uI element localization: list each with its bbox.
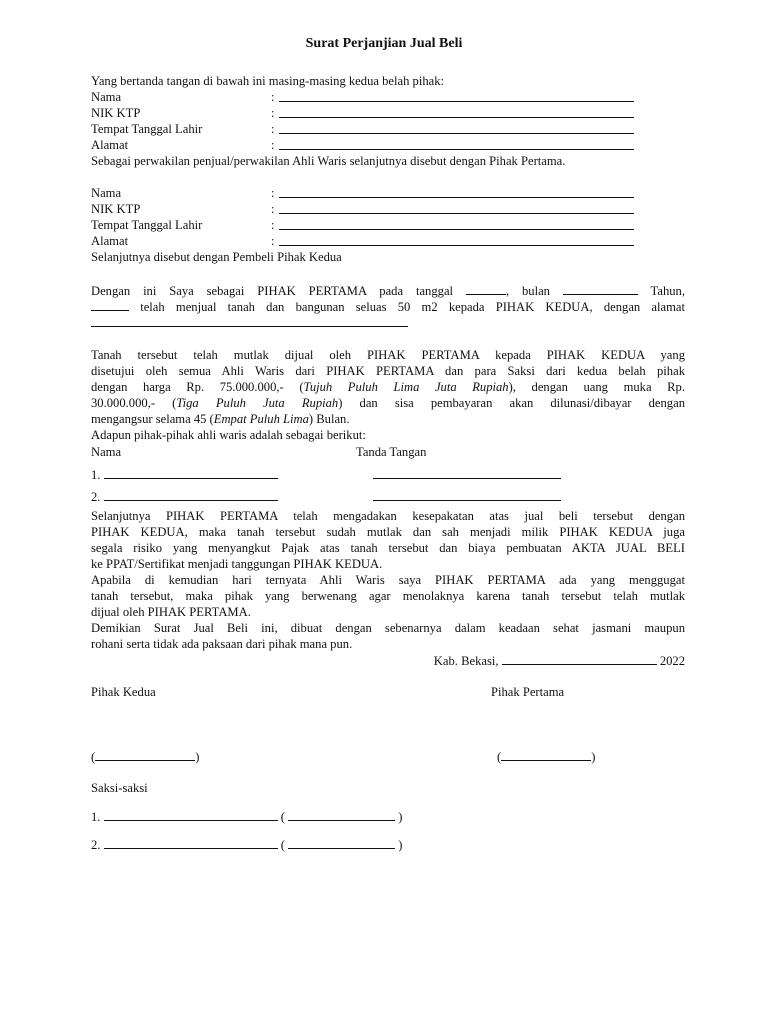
blank-line[interactable] <box>563 282 638 295</box>
bracket-close: ) <box>398 838 403 852</box>
field-row-nama-2 <box>91 185 651 201</box>
blank-line[interactable] <box>501 748 591 761</box>
para-text: , bulan <box>505 284 550 298</box>
field-row-alamat-1 <box>91 137 651 153</box>
blank-line[interactable] <box>104 808 278 821</box>
place-date <box>434 652 685 669</box>
field-label: Tempat Tanggal Lahir <box>91 122 203 136</box>
field-colon: : <box>271 218 275 232</box>
blank-line[interactable] <box>279 121 634 134</box>
field-colon: : <box>271 122 275 136</box>
para4-line2: tanah tersebut, maka pihak yang berwenang agar menolaknya karena tanah tersebut telah mutlak <box>91 589 685 603</box>
blank-line[interactable] <box>466 282 506 295</box>
heirs-intro: Adapun pihak-pihak ahli waris adalah sebagai berikut: <box>91 428 366 442</box>
heir-sign-1 <box>373 466 561 483</box>
field-colon: : <box>271 234 275 248</box>
heir-row-1 <box>91 466 278 483</box>
row-number: 1. <box>91 810 101 824</box>
witness-row-1 <box>91 808 402 825</box>
blank-line[interactable] <box>104 466 278 479</box>
field-row-nik-1 <box>91 105 651 121</box>
field-colon: : <box>271 106 275 120</box>
field-colon: : <box>271 186 275 200</box>
place-text: Kab. Bekasi, <box>433 654 499 668</box>
para-text: mengangsur selama 45 ( <box>91 412 214 426</box>
field-row-nik-2 <box>91 201 651 217</box>
bracket-open: ( <box>280 838 285 852</box>
signature-line-right <box>497 748 595 765</box>
heir-row-2 <box>91 488 278 505</box>
para1-line3 <box>91 314 408 331</box>
signature-label-left: Pihak Kedua <box>91 685 156 699</box>
para-text: telah menjual tanah dan bangunan seluas 50 m2 kepada PIHAK KEDUA, dengan alamat <box>140 300 685 314</box>
para-text-italic: Empat Puluh Lima <box>213 412 309 426</box>
blank-line[interactable] <box>279 105 634 118</box>
row-number: 2. <box>91 838 101 852</box>
heirs-col-sign: Tanda Tangan <box>356 445 427 459</box>
blank-line[interactable] <box>279 137 634 150</box>
bracket-open: ( <box>91 750 96 764</box>
party1-note: Sebagai perwakilan penjual/perwakilan Ahli Waris selanjutnya disebut dengan Pihak Pertama. <box>91 154 566 168</box>
intro-text: Yang bertanda tangan di bawah ini masing-masing kedua belah pihak: <box>91 74 445 88</box>
blank-line[interactable] <box>288 836 395 849</box>
para3-line3: segala risiko yang menyangkut Pajak atas tanah tersebut dan biaya pembuatan AKTA JUAL BELI <box>91 541 685 555</box>
para2-line1: Tanah tersebut telah mutlak dijual oleh PIHAK PERTAMA kepada PIHAK KEDUA yang <box>91 348 685 362</box>
field-row-nama-1 <box>91 89 651 105</box>
field-label: Nama <box>91 90 122 104</box>
bracket-close: ) <box>195 750 200 764</box>
para5-line2: rohani serta tidak ada paksaan dari pihak mana pun. <box>91 637 353 651</box>
para4-line1: Apabila di kemudian hari ternyata Ahli Waris saya PIHAK PERTAMA ada yang menggugat <box>91 573 685 587</box>
para3-line2: PIHAK KEDUA, maka tanah tersebut sudah mutlak dan sah menjadi milik PIHAK KEDUA juga <box>91 525 685 539</box>
para2-line5 <box>91 411 350 427</box>
blank-line[interactable] <box>95 748 195 761</box>
para-text: ) Bulan. <box>308 412 350 426</box>
field-label: Alamat <box>91 138 129 152</box>
field-colon: : <box>271 90 275 104</box>
bracket-close: ) <box>591 750 596 764</box>
blank-line[interactable] <box>288 808 395 821</box>
para-text: Tahun, <box>650 284 685 298</box>
para-text: ), dengan uang muka Rp. <box>508 380 685 394</box>
blank-line[interactable] <box>104 836 278 849</box>
para1-line2 <box>91 298 685 315</box>
blank-line[interactable] <box>279 217 634 230</box>
row-number: 1. <box>91 468 101 482</box>
para-text-italic: Tujuh Puluh Lima Juta Rupiah <box>303 380 509 394</box>
bracket-open: ( <box>497 750 502 764</box>
field-label: Tempat Tanggal Lahir <box>91 218 203 232</box>
witness-row-2 <box>91 836 402 853</box>
blank-line[interactable] <box>279 233 634 246</box>
para3-line1: Selanjutnya PIHAK PERTAMA telah mengadakan kesepakatan atas jual beli tersebut dengan <box>91 509 685 523</box>
heirs-col-name: Nama <box>91 445 122 459</box>
para-text: dengan harga Rp. 75.000.000,- ( <box>91 380 304 394</box>
para3-line4: ke PPAT/Sertifikat menjadi tanggungan PIHAK KEDUA. <box>91 557 383 571</box>
field-colon: : <box>271 202 275 216</box>
blank-line[interactable] <box>373 488 561 501</box>
signature-label-right: Pihak Pertama <box>491 685 565 699</box>
para-text: 30.000.000,- ( <box>91 396 177 410</box>
field-colon: : <box>271 138 275 152</box>
field-label: NIK KTP <box>91 202 141 216</box>
party2-note: Selanjutnya disebut dengan Pembeli Pihak Kedua <box>91 250 342 264</box>
field-row-ttl-2 <box>91 217 651 233</box>
field-row-alamat-2 <box>91 233 651 249</box>
para-text: Dengan ini Saya sebagai PIHAK PERTAMA pada tanggal <box>91 284 454 298</box>
para-text-italic: Tiga Puluh Juta Rupiah <box>176 396 339 410</box>
year-text: 2022 <box>659 654 685 668</box>
para2-line4 <box>91 395 685 411</box>
document-title: Surat Perjanjian Jual Beli <box>305 36 463 51</box>
para2-line2: disetujui oleh semua Ahli Waris dari PIHAK PERTAMA dan para Saksi dari kedua belah pihak <box>91 364 685 378</box>
blank-line[interactable] <box>279 185 634 198</box>
para-text: ) dan sisa pembayaran akan dilunasi/dibayar dengan <box>338 396 685 410</box>
blank-line[interactable] <box>91 314 408 327</box>
para2-line3 <box>91 379 685 395</box>
signature-line-left <box>91 748 199 765</box>
blank-line[interactable] <box>373 466 561 479</box>
field-row-ttl-1 <box>91 121 651 137</box>
blank-line[interactable] <box>91 298 129 311</box>
field-label: Alamat <box>91 234 129 248</box>
blank-line[interactable] <box>279 89 634 102</box>
row-number: 2. <box>91 490 101 504</box>
para5-line1: Demikian Surat Jual Beli ini, dibuat dengan sebenarnya dalam keadaan sehat jasmani maupun <box>91 621 685 635</box>
field-label: NIK KTP <box>91 106 141 120</box>
heir-sign-2 <box>373 488 561 505</box>
witnesses-label: Saksi-saksi <box>91 781 148 795</box>
bracket-close: ) <box>398 810 403 824</box>
para1-line1 <box>91 282 685 299</box>
blank-line[interactable] <box>279 201 634 214</box>
blank-line[interactable] <box>104 488 278 501</box>
field-label: Nama <box>91 186 122 200</box>
blank-line[interactable] <box>502 652 657 665</box>
bracket-open: ( <box>280 810 285 824</box>
para4-line3: dijual oleh PIHAK PERTAMA. <box>91 605 251 619</box>
